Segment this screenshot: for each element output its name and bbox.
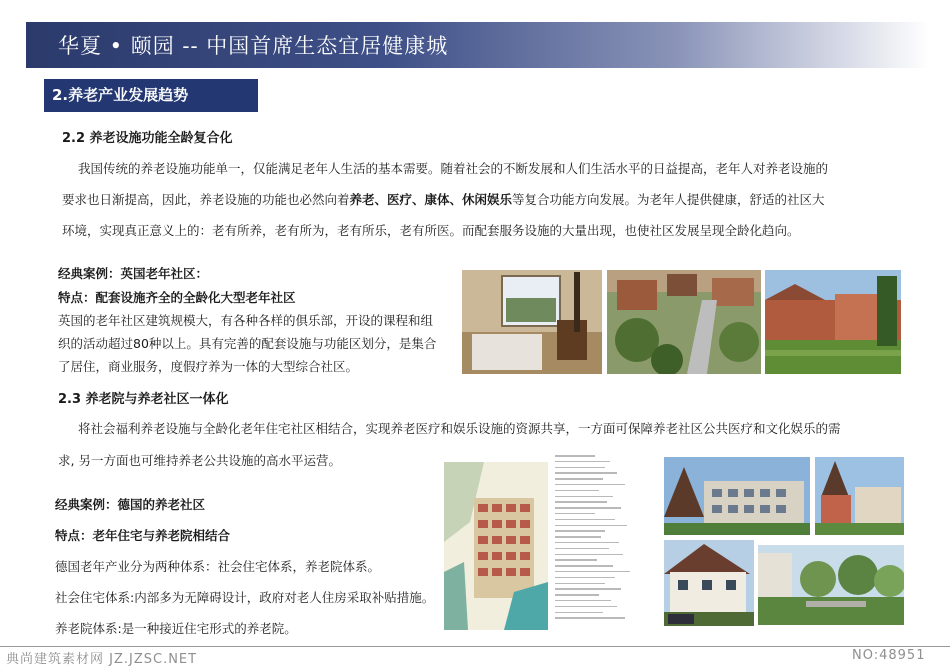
site-plan-map [444,462,548,630]
subsection-heading-2-3: 2.3 养老院与养老社区一体化 [58,392,229,407]
photo-community-lawn [765,270,901,374]
case-title: 经典案例：德国的养老社区 [55,497,206,512]
case-feature: 特点：配套设施齐全的全龄化大型老年社区 [58,290,296,305]
photo-german-building [664,457,810,535]
photo-german-house [664,540,754,626]
photo-aerial-street [607,270,761,374]
footer-number: NO:48951 [852,648,926,663]
page-title: 华夏 • 颐园 -- 中国首席生态宜居健康城 [58,34,449,58]
section-label: 2.养老产业发展趋势 [44,79,258,112]
case-feature: 特点：老年住宅与养老院相结合 [55,528,231,543]
case-text: 养老院体系:是一种接近住宅形式的养老院。 [55,621,297,636]
paragraph-line: 环境，实现真正意义上的：老有所养，老有所为，老有所乐，老有所医。而配套服务设施的大量出现，也使社区发展呈现全龄化趋向。 [62,223,800,238]
title-banner [26,22,930,68]
photo-interior-room [462,270,602,374]
case-title: 经典案例：英国老年社区： [58,266,209,281]
footer-divider [0,646,950,647]
case-text: 英国的老年社区建筑规模大，有各种各样的俱乐部，开设的课程和组 [58,313,434,328]
subsection-heading-2-2: 2.2 养老设施功能全龄复合化 [62,131,233,146]
photo-german-garden [758,545,904,625]
footer-watermark: 典尚建筑素材网 JZ.JZSC.NET [6,652,198,667]
paragraph-line: 要求也日渐提高，因此，养老设施的功能也必然向着养老、医疗、康体、休闲娱乐等复合功能方向发展。为老年人提供健康，舒适的社区大 [62,192,825,207]
case-text: 了居住，商业服务，度假疗养为一体的大型综合社区。 [58,359,359,374]
paragraph-line: 我国传统的养老设施功能单一，仅能满足老年人生活的基本需要。随着社会的不断发展和人们生活水平的日益提高，老年人对养老设施的 [78,161,829,176]
case-text: 社会住宅体系:内部多为无障碍设计，政府对老人住房采取补贴措施。 [55,590,435,605]
paragraph-line: 求, 另一方面也可维持养老公共设施的高水平运营。 [58,453,341,468]
case-text: 织的活动超过80种以上。具有完善的配套设施与功能区划分，是集合 [58,336,437,351]
site-plan-legend [555,455,655,623]
case-text: 德国老年产业分为两种体系：社会住宅体系，养老院体系。 [55,559,381,574]
paragraph-line: 将社会福利养老设施与全龄化老年住宅社区相结合，实现养老医疗和娱乐设施的资源共享，一方面可保障养老社区公共医疗和文化娱乐的需 [78,421,841,436]
photo-german-tower [815,457,904,535]
